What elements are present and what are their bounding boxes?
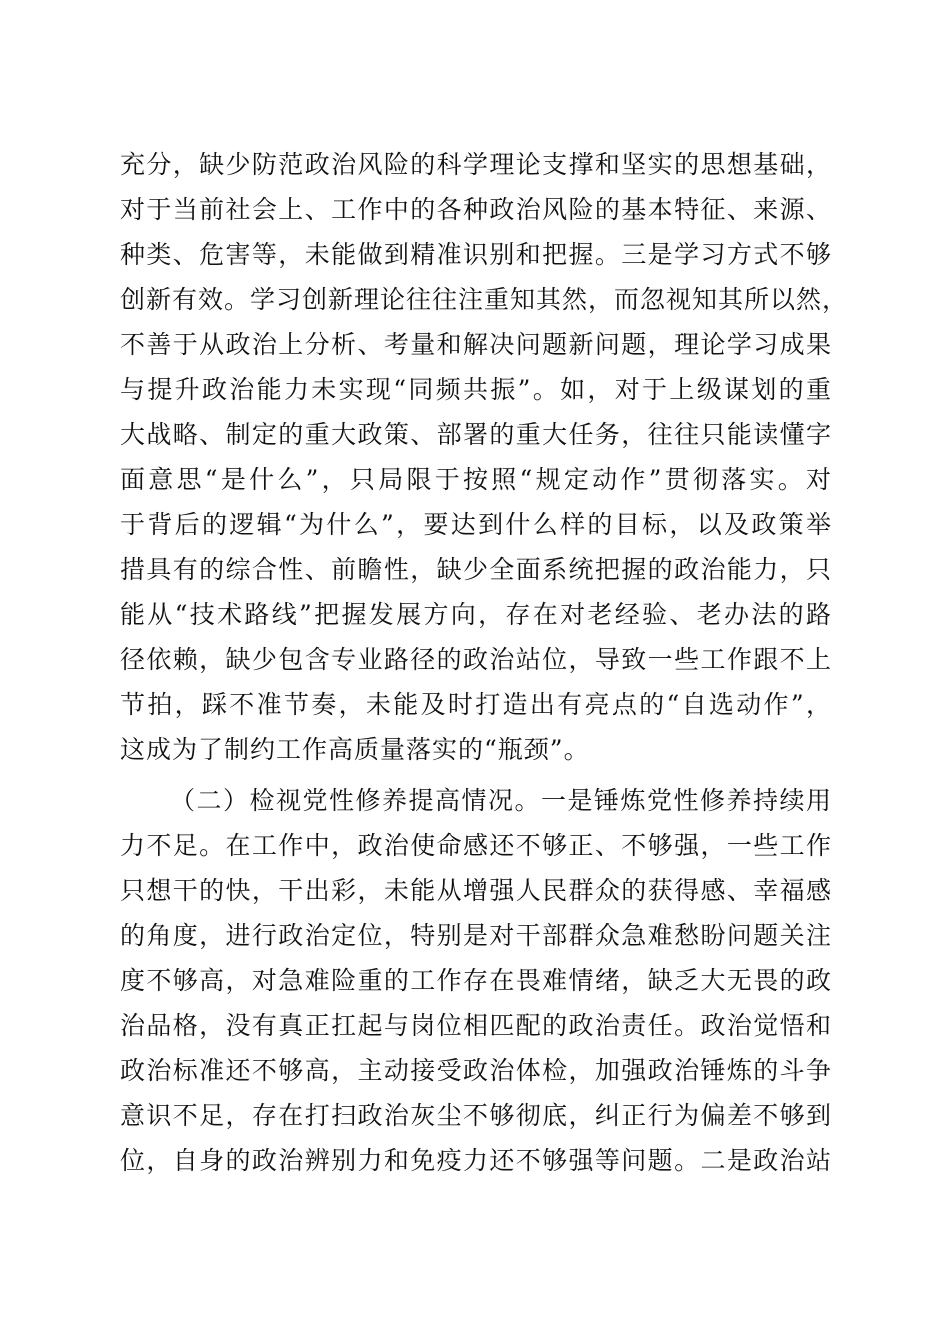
text-line: 面意思“是什么”，只局限于按照“规定动作”贯彻落实。对 (120, 465, 832, 494)
text-line: 治品格，没有真正扛起与岗位相匹配的政治责任。政治觉悟和 (120, 1011, 832, 1040)
text-line: 充分，缺少防范政治风险的科学理论支撑和坚实的思想基础， (120, 150, 832, 179)
text-line: 径依赖，缺少包含专业路径的政治站位，导致一些工作跟不上 (120, 645, 832, 674)
text-line: 能从“技术路线”把握发展方向，存在对老经验、老办法的路 (120, 600, 832, 629)
text-line: 不善于从政治上分析、考量和解决问题新问题，理论学习成果 (120, 330, 832, 359)
document-body (120, 142, 849, 1183)
text-line: 位，自身的政治辨别力和免疫力还不够强等问题。二是政治站 (120, 1146, 832, 1175)
text-line: 种类、危害等，未能做到精准识别和把握。三是学习方式不够 (120, 240, 832, 269)
text-line: 政治标准还不够高，主动接受政治体检，加强政治锤炼的斗争 (120, 1056, 832, 1085)
text-line: 意识不足，存在打扫政治灰尘不够彻底，纠正行为偏差不够到 (120, 1101, 832, 1130)
text-line: 的角度，进行政治定位，特别是对干部群众急难愁盼问题关注 (120, 921, 832, 950)
text-line: 度不够高，对急难险重的工作存在畏难情绪，缺乏大无畏的政 (120, 966, 832, 995)
section-heading-line: （二）检视党性修养提高情况。一是锤炼党性修养持续用 (170, 786, 832, 815)
text-line: 这成为了制约工作高质量落实的“瓶颈”。 (120, 735, 590, 764)
text-line: 大战略、制定的重大政策、部署的重大任务，往往只能读懂字 (120, 420, 832, 449)
text-line: 只想干的快，干出彩，未能从增强人民群众的获得感、幸福感 (120, 876, 832, 905)
text-line: 节拍，踩不准节奏，未能及时打造出有亮点的“自选动作”， (120, 690, 832, 719)
text-line: 与提升政治能力未实现“同频共振”。如，对于上级谋划的重 (120, 375, 832, 404)
text-line: 对于当前社会上、工作中的各种政治风险的基本特征、来源、 (120, 195, 832, 224)
paragraph-1 (120, 142, 849, 772)
text-line: 力不足。在工作中，政治使命感还不够正、不够强，一些工作 (120, 831, 832, 860)
paragraph-2 (120, 778, 832, 1183)
text-line: 措具有的综合性、前瞻性，缺少全面系统把握的政治能力，只 (120, 555, 832, 584)
text-line: 于背后的逻辑“为什么”，要达到什么样的目标，以及政策举 (120, 510, 832, 539)
text-line: 创新有效。学习创新理论往往注重知其然，而忽视知其所以然， (120, 285, 849, 314)
